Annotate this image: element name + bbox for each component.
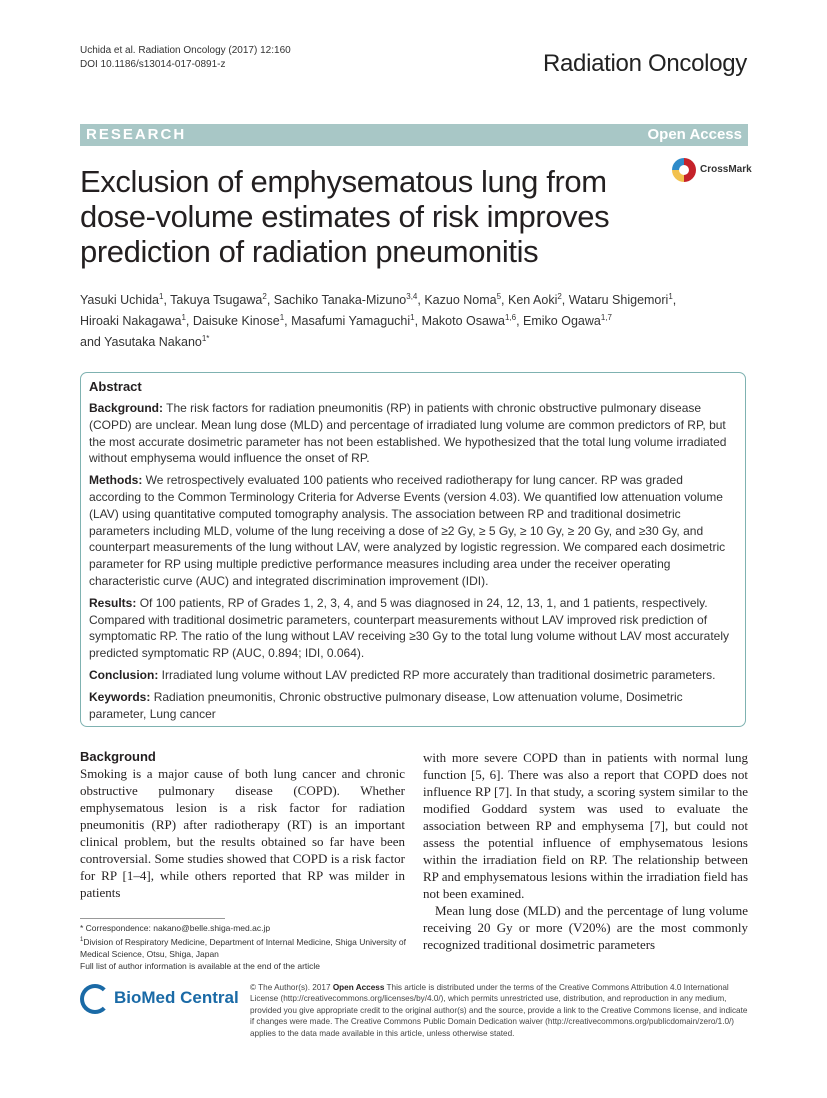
author-list: Yasuki Uchida$^1$, Takuya Tsugawa$^2$, Sachiko Tanaka-Mizuno$^{3,4}$, Kazuo Noma$^5$, Ken Aoki$^2$, Wataru Shigemori$^1$, Hiroaki Nakagawa$^1$, Daisuke Kinose$^1$, Masafumi Yamaguchi$^1$, Makoto Osawa$^{1,6}$, Emiko Ogawa$^{1,7}$ and Yasutaka Nakano$^{1*}$ (80, 292, 677, 350)
author-info-note: Full list of author information is available at the end of the article (80, 960, 321, 971)
abstract-results: Results: Of 100 patients, RP of Grades 1, 2, 3, 4, and 5 was diagnosed in 24, 12, 13, 1, and 1 patients, respectively. Compared with traditional dosimetric parameters, counterpart measurements without LAV improved risk prediction of symptomatic RP. The ratio of the lung without LAV receiving ≥30 Gy to the total lung volume without LAV most accurately predicted symptomatic RP (AUC, 0.894; IDI, 0.064). (89, 595, 730, 661)
author: Makoto Osawa$^{1,6}$ (421, 313, 517, 329)
correspondence: * Correspondence: nakano@belle.shiga-med.ac.jp (80, 923, 271, 933)
biomed-central-logo-icon (80, 984, 110, 1014)
abstract-heading: Abstract (89, 379, 142, 394)
abstract-methods: Methods: We retrospectively evaluated 100 patients who received radiotherapy for lung cancer. RP was graded according to the Common Terminology Criteria for Adverse Events (version 4.03). We quantified low attenuation volume (LAV) using quantitative computed tomography analysis. The association between RP and traditional dosimetric parameters including MLD, volume of the lung receiving a dose of ≥2 Gy, ≥ 5 Gy, ≥ 10 Gy, ≥ 20 Gy, and ≥30 Gy, and counterpart measurements of the lung without LAV, were analyzed by logistic regression. We compared each dosimetric parameter for RP using multiple predictive performance measures including area under the receiver operating characteristic curve (AUC) and integrated discrimination improvement (IDI). (89, 473, 726, 588)
section-heading: Background (80, 749, 156, 764)
citation-line-1: Uchida et al. Radiation Oncology (2017) 12:160 (80, 45, 291, 56)
author: Kazuo Noma$^5$ (424, 292, 502, 308)
author: Hiroaki Nakagawa$^1$ (80, 313, 186, 329)
author: Takuya Tsugawa$^2$ (170, 292, 267, 308)
crossmark-icon (672, 158, 696, 182)
body-paragraph: Smoking is a major cause of both lung cancer and chronic obstructive pulmonary disease (COPD). Whether emphysematous lesion is a risk factor for radiation pneumonitis (RP) after radiotherapy (RT) is an important clinical problem, but the results obtained so far have been controversial. Some studies showed that COPD is a risk factor for RP [1–4], while others reported that RP was milder in patients (80, 766, 405, 900)
citation (80, 44, 291, 72)
article-type-band (80, 124, 748, 146)
author: Emiko Ogawa$^{1,7}$ (523, 313, 612, 329)
body-paragraph: Mean lung dose (MLD) and the percentage of lung volume receiving 20 Gy or more (V20%) are the most commonly recognized traditional dosimetric parameters (423, 903, 748, 952)
crossmark-label: CrossMark (700, 164, 752, 175)
open-access-label: Open Access (647, 126, 742, 143)
author: Ken Aoki$^2$ (508, 292, 562, 308)
article-title: Exclusion of emphysematous lung from dose-volume estimates of risk improves prediction of radiation pneumonitis (80, 164, 610, 269)
footnote-divider (80, 918, 225, 919)
license-text: © The Author(s). 2017 Open Access This article is distributed under the terms of the Creative Commons Attribution 4.0 International License (http://creativecommons.org/licenses/by/4.0/), which permits unrestricted use, distribution, and reproduction in any medium, provided you give appropriate credit to the original author(s) and the source, provide a link to the Creative Commons license, and indicate if changes were made. The Creative Commons Public Domain Dedication waiver (http://creativecommons.org/publicdomain/zero/1.0/) applies to the data made available in this article, unless otherwise stated. (250, 983, 748, 1038)
author: Wataru Shigemori$^1$ (568, 292, 673, 308)
crossmark-badge[interactable] (672, 156, 752, 184)
journal-name: Radiation Oncology (542, 50, 747, 77)
doi: DOI 10.1186/s13014-017-0891-z (80, 59, 226, 70)
article-type: RESEARCH (86, 126, 187, 143)
author: Sachiko Tanaka-Mizuno$^{3,4}$ (273, 292, 418, 308)
abstract-conclusion: Conclusion: Irradiated lung volume without LAV predicted RP more accurately than traditional dosimetric parameters. (89, 667, 716, 682)
author: Masafumi Yamaguchi$^1$ (291, 313, 415, 329)
publisher-logo (80, 984, 240, 1018)
body-paragraph: with more severe COPD than in patients with normal lung function [5, 6]. There was also a report that COPD does not influence RP [7]. In that study, a scoring system similar to the modified Goddard system was used to evaluate the association between RP and emphysema [7], but could not assess the potential influence of emphysematous lesions within the irradiation field on RP. The relationship between RP and emphysematous lesions within the irradiation field has not been examined. (423, 750, 748, 901)
abstract-keywords: Keywords: Radiation pneumonitis, Chronic obstructive pulmonary disease, Low attenuation volume, Dosimetric parameter, Lung cancer (89, 689, 683, 721)
body-column-left (80, 749, 405, 901)
body-column-right (423, 749, 748, 953)
author: Daisuke Kinose$^1$ (192, 313, 285, 329)
author-and: and (80, 335, 101, 350)
affiliation: $^1$Division of Respiratory Medicine, Department of Internal Medicine, Shiga University of Medical Science, Otsu, Shiga, Japan (80, 936, 407, 959)
abstract-background: Background: The risk factors for radiation pneumonitis (RP) in patients with chronic obstructive pulmonary disease (COPD) are unclear. Mean lung dose (MLD) and percentage of irradiated lung volume are common predictors of RP, but the most accurate dosimetric parameter has not been established. We hypothesized that the total lung volume irradiated without emphysema would influence the onset of RP. (89, 401, 727, 466)
footnotes (80, 922, 410, 972)
abstract-box (80, 372, 746, 727)
publisher-name: BioMed Central (114, 988, 239, 1007)
author: Yasuki Uchida$^1$ (80, 292, 164, 308)
author: Yasutaka Nakano$^{1*}$ (104, 334, 210, 350)
